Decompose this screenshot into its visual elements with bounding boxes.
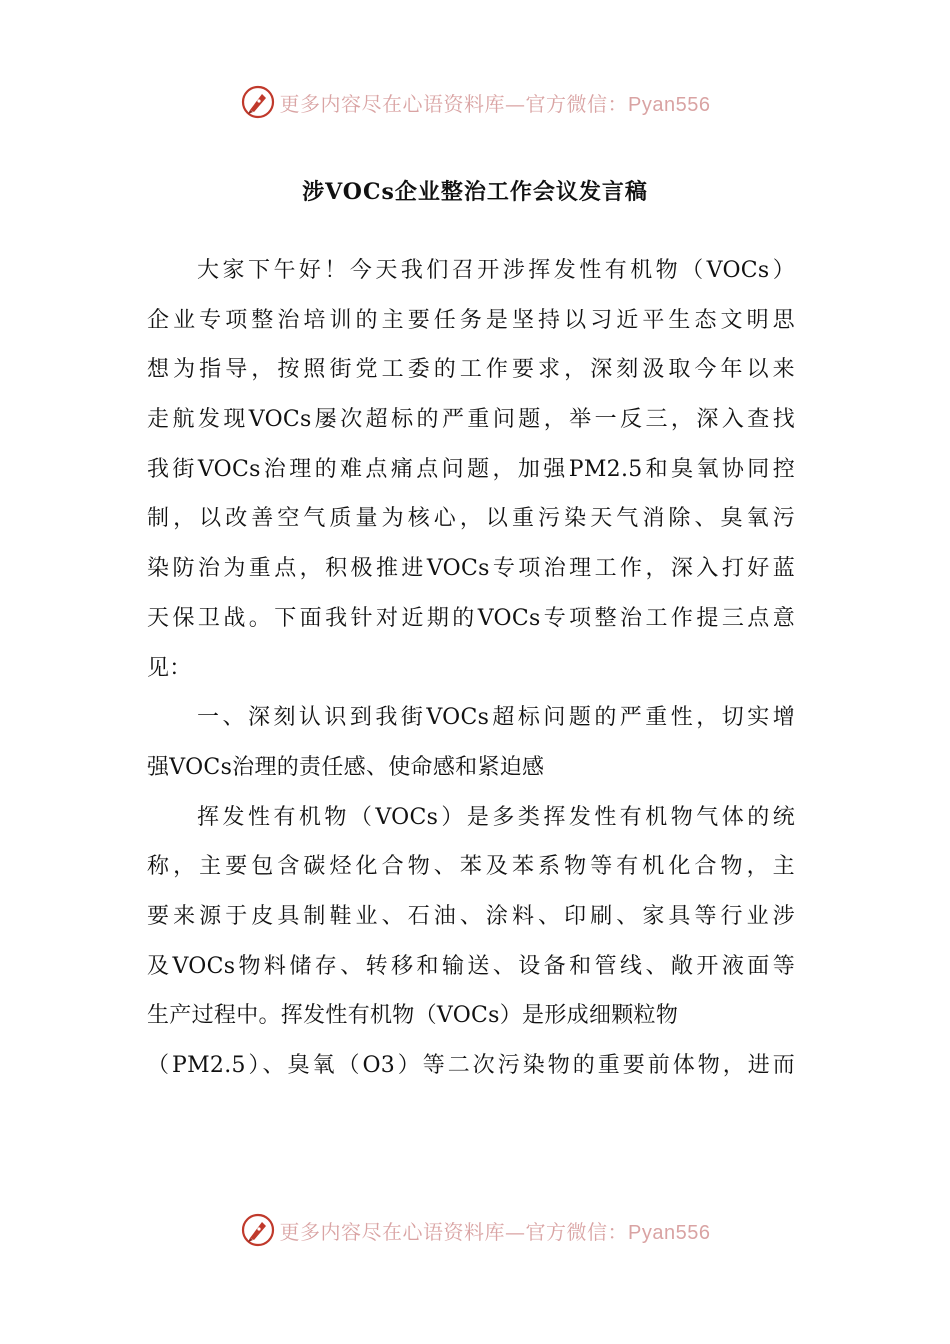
- watermark-text: 更多内容尽在心语资料库—官方微信：Pyan556: [279, 91, 711, 116]
- body-line: 挥发性有机物（VOCs）是多类挥发性有机物气体的统: [197, 804, 795, 830]
- document-body: [147, 246, 795, 1091]
- body-line: 大家下午好！今天我们召开涉挥发性有机物（VOCs）: [197, 258, 795, 283]
- watermark-handle: Pyan556: [628, 1221, 711, 1244]
- body-line: 及VOCs物料储存、转移和输送、设备和管线、敞开液面等: [147, 953, 795, 979]
- body-line: 制，以改善空气质量为核心，以重污染天气消除、臭氧污: [147, 506, 795, 532]
- body-line: 想为指导，按照街党工委的工作要求，深刻汲取今年以来: [147, 357, 795, 383]
- body-line: 天保卫战。下面我针对近期的VOCs专项整治工作提三点意: [147, 605, 795, 631]
- body-line: 染防治为重点，积极推进VOCs专项治理工作，深入打好蓝: [147, 556, 795, 582]
- body-line: 生产过程中。挥发性有机物（VOCs）是形成细颗粒物: [147, 1003, 679, 1029]
- watermark-text: 更多内容尽在心语资料库—官方微信：Pyan556: [279, 1219, 711, 1244]
- body-line: 见：: [147, 655, 192, 681]
- section-heading-line: 一、深刻认识到我街VOCs超标问题的严重性，切实增: [197, 705, 795, 731]
- section-heading-line: 强VOCs治理的责任感、使命感和紧迫感: [147, 754, 545, 780]
- document-title: 涉VOCs企业整治工作会议发言稿: [302, 179, 648, 205]
- body-line: 称，主要包含碳烃化合物、苯及苯系物等有机化合物，主: [147, 854, 795, 880]
- watermark-banner-top: [0, 82, 950, 122]
- watermark-banner-bottom: [0, 1210, 950, 1250]
- pen-nib-circle-icon: [240, 1212, 276, 1248]
- body-line: （PM2.5）、臭氧（O3）等二次污染物的重要前体物，进而: [147, 1053, 795, 1078]
- body-line: 走航发现VOCs屡次超标的严重问题，举一反三，深入查找: [147, 407, 795, 433]
- watermark-handle: Pyan556: [628, 93, 711, 116]
- body-line: 企业专项整治培训的主要任务是坚持以习近平生态文明思: [147, 307, 795, 333]
- body-line: 要来源于皮具制鞋业、石油、涂料、印刷、家具等行业涉: [147, 903, 795, 929]
- pen-nib-circle-icon: [240, 84, 276, 120]
- body-line: 我街VOCs治理的难点痛点问题，加强PM2.5和臭氧协同控: [147, 456, 795, 482]
